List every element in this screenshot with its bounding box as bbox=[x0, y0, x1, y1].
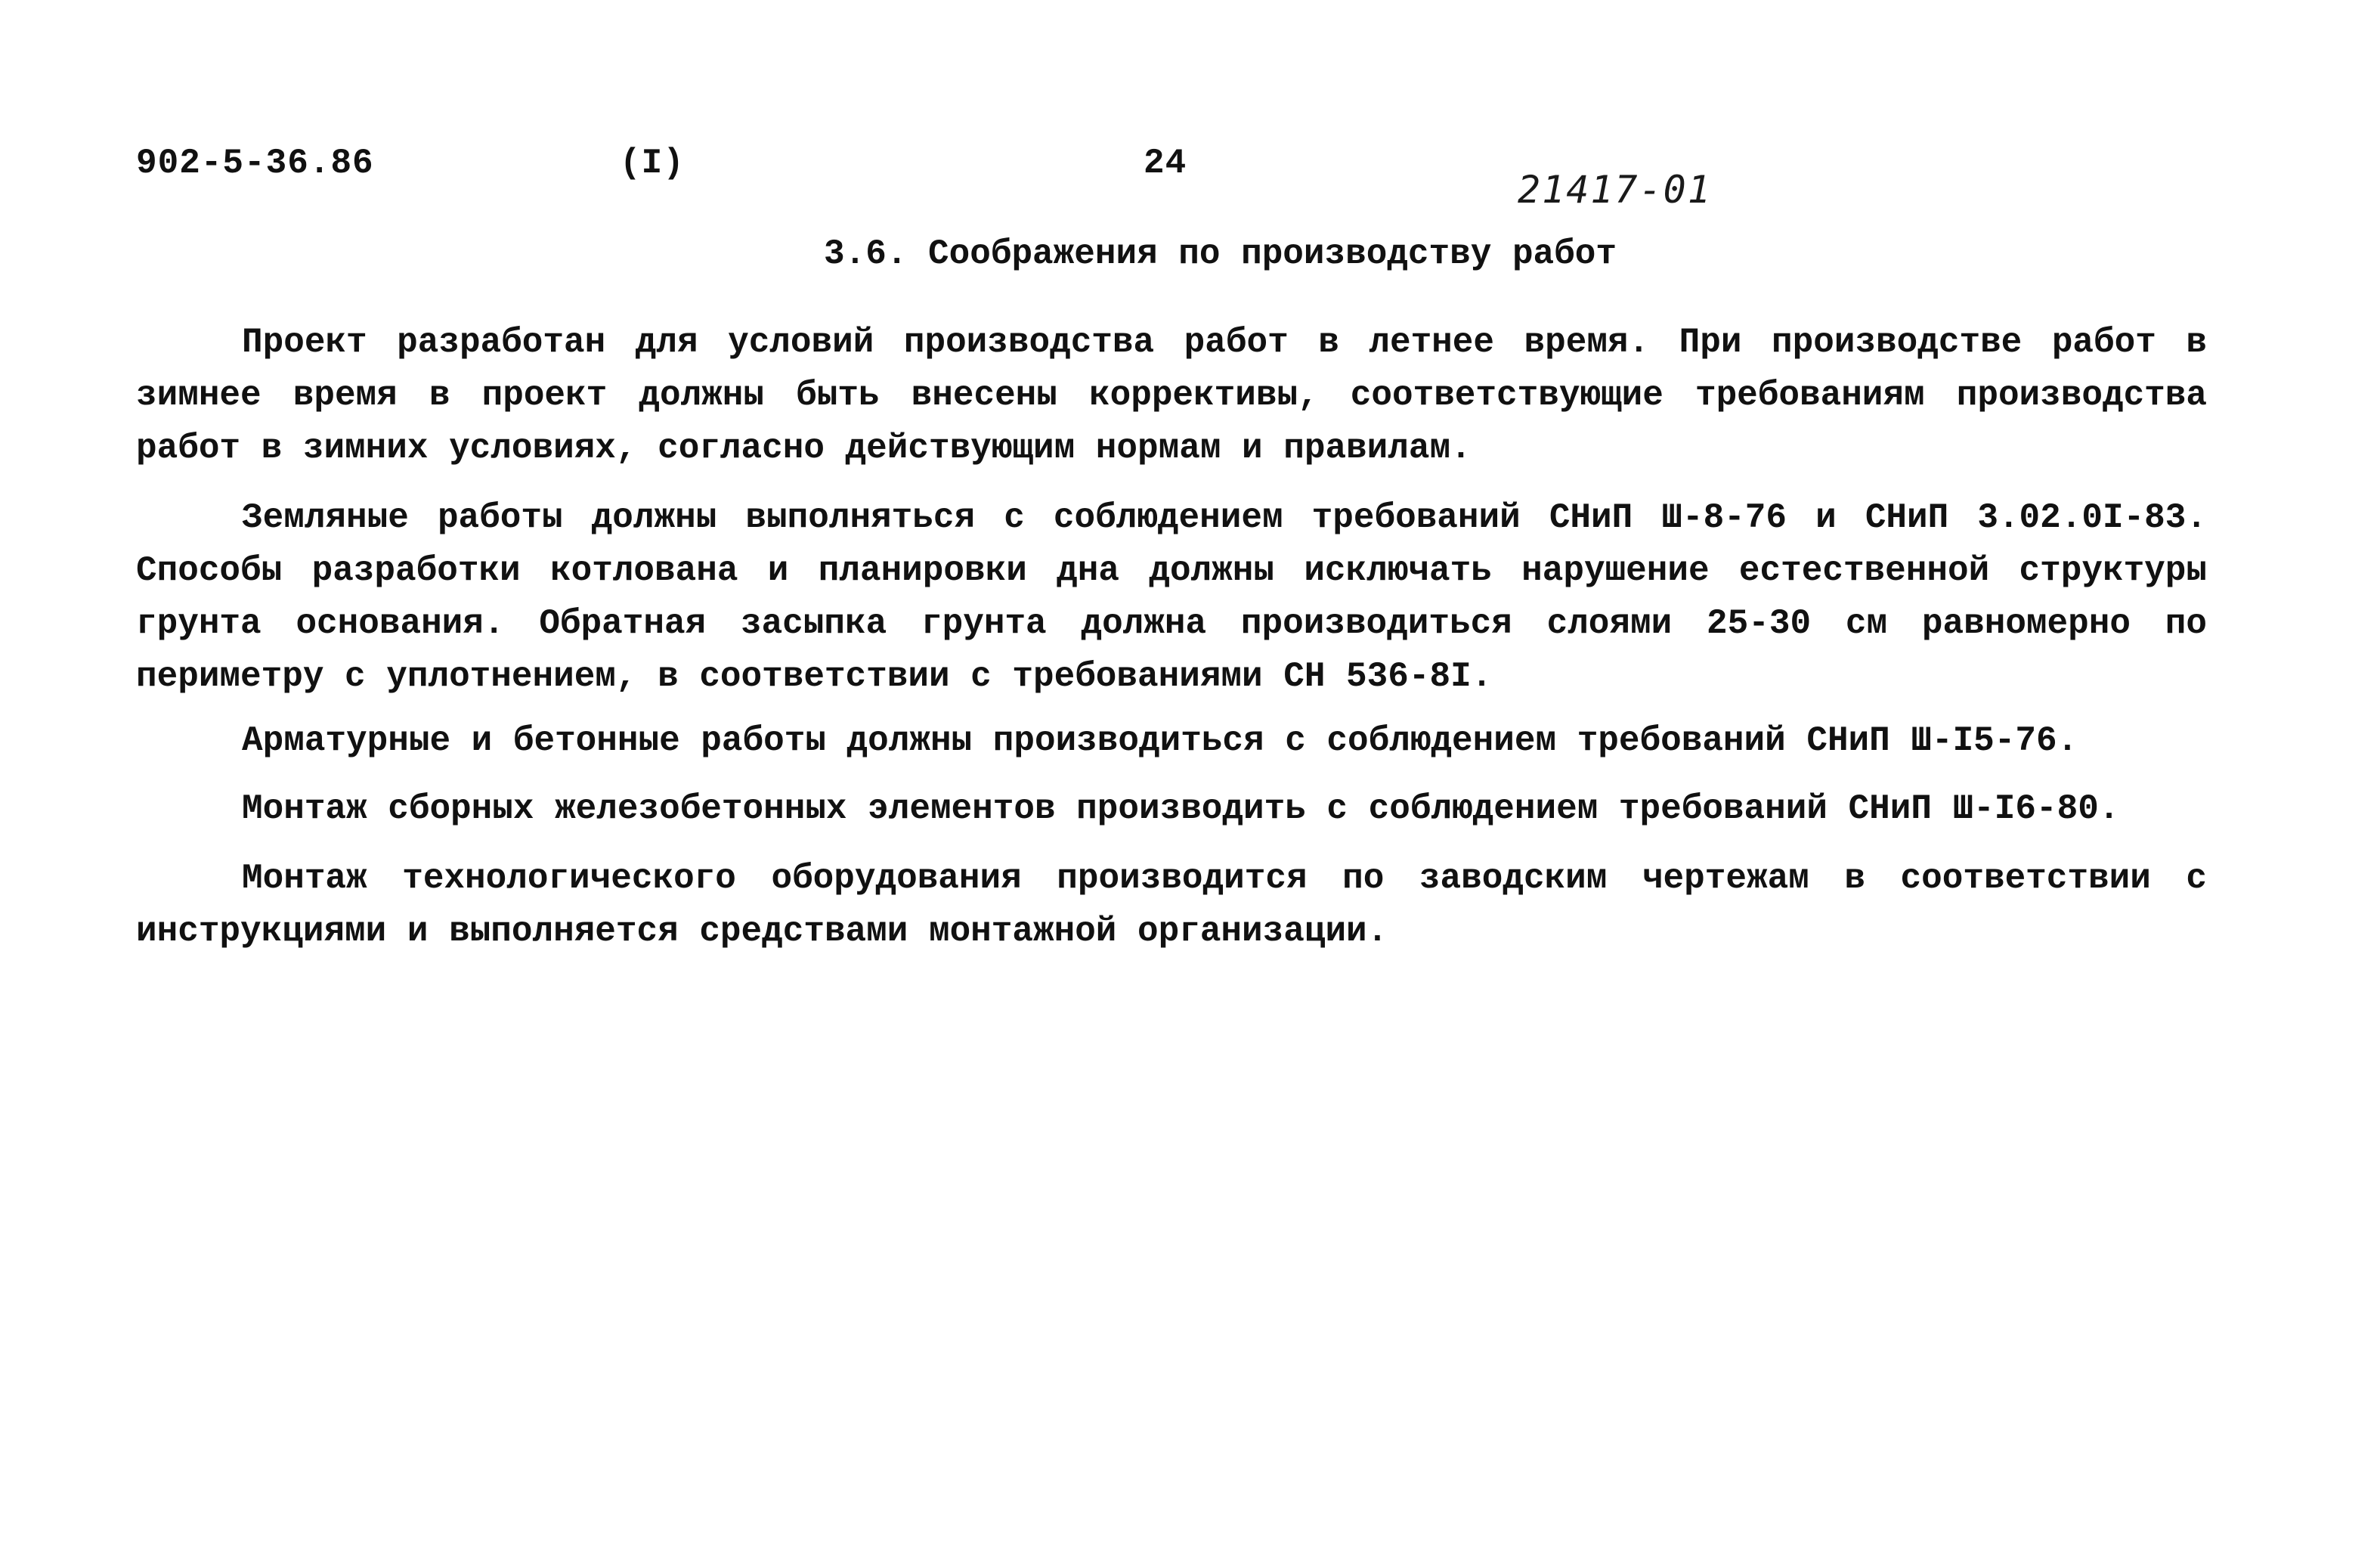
section-title: 3.6. Соображения по производству работ bbox=[824, 234, 1617, 274]
handwritten-inventory-number: 21417-01 bbox=[1518, 168, 1712, 212]
paragraph-precast-assembly: Монтаж сборных железобетонных элементов производить с соблюдением требований СНиП Ш-I6-80. bbox=[242, 789, 2120, 829]
sheet-index: (I) bbox=[620, 144, 685, 183]
paragraph-equipment-installation: Монтаж технологического оборудования производится по заводским чертежам в соответствии с инструкциями и выполняется средствами монтажной организации. bbox=[136, 859, 2207, 951]
document-code: 902-5-36.86 bbox=[136, 144, 374, 183]
paragraph-winter-works: Проект разработан для условий производства работ в летнее время. При производстве работ в зимнее время в проект должны быть внесены коррективы, соответствующие требованиям производства работ в зимних условиях, согласно действующим нормам и правилам. bbox=[136, 323, 2207, 468]
paragraph-earthworks: Земляные работы должны выполняться с соблюдением требований СНиП Ш-8-76 и СНиП 3.02.0I-83. Способы разработки котлована и планировки дна должны исключать нарушение естественной структуры грунта основания. Обратная засыпка грунта должна производиться слоями 25-30 см равномерно по периметру с уплотнением, в соответствии с требованиями СН 536-8I. bbox=[136, 498, 2207, 696]
page-number: 24 bbox=[1144, 144, 1187, 183]
paragraph-concrete-works: Арматурные и бетонные работы должны производиться с соблюдением требований СНиП Ш-I5-76. bbox=[242, 721, 2078, 761]
